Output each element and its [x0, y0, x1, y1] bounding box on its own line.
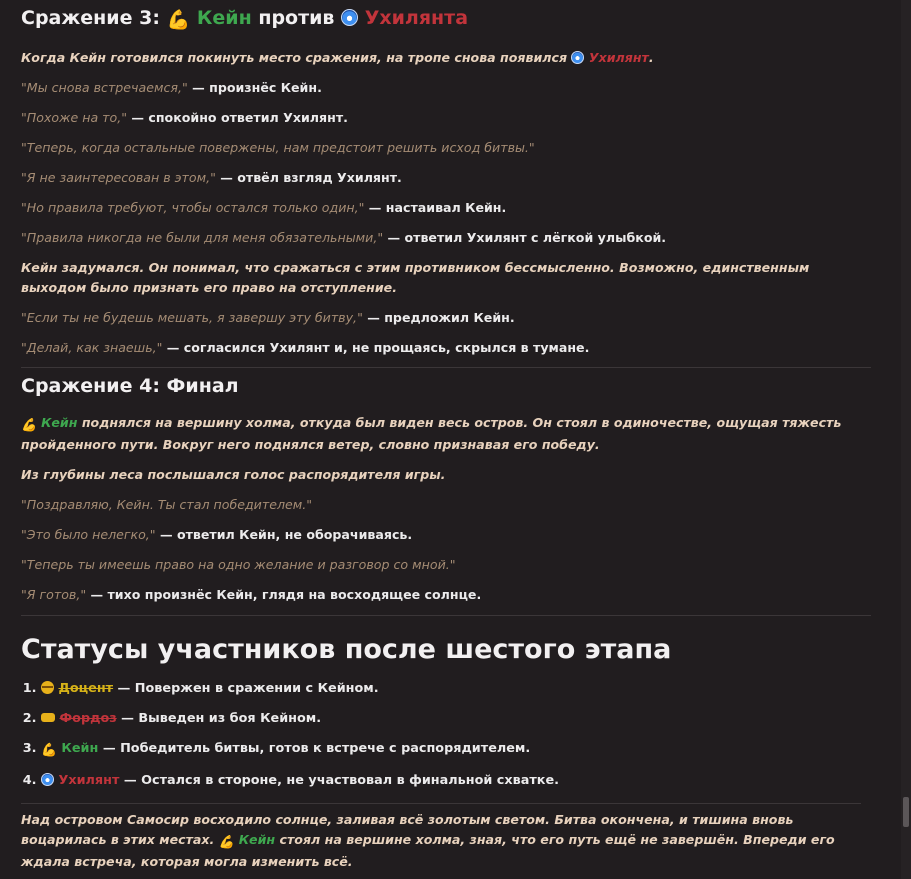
shield-icon: [341, 9, 358, 26]
dialogue-line: [21, 108, 871, 128]
status-desc: — Выведен из боя Кейном.: [116, 711, 322, 726]
outro-text-1: Над островом Самосир восходило солнце, заливая всё золотым светом. Битва окончена, и тишина вновь воцарилась в этих местах.: [21, 812, 794, 847]
dialogue-quote: "Поздравляю, Кейн. Ты стал победителем.": [21, 497, 313, 512]
status-item: [41, 739, 871, 761]
flexed-biceps-icon: 💪: [21, 417, 37, 432]
dialogue-line: [21, 555, 871, 575]
outro: [21, 810, 871, 872]
dialogue-attribution: — произнёс Кейн.: [187, 80, 322, 95]
status-desc: — Победитель битвы, готов к встрече с распорядителем.: [98, 741, 531, 756]
battle4-intro-text: поднялся на вершину холма, откуда был виден весь остров. Он стоял в одиночестве, ощущая тяжесть пройденного пути. Вокруг него поднялся ветер, словно признавая его победу.: [21, 415, 842, 452]
scrollbar-thumb[interactable]: [903, 797, 909, 827]
battle3-heading: [21, 1, 871, 35]
status-name: Кейн: [61, 741, 99, 756]
dialogue-quote: "Я не заинтересован в этом,": [21, 170, 216, 185]
section-divider: [21, 803, 861, 804]
dialogue-attribution: — ответил Ухилянт с лёгкой улыбкой.: [383, 230, 667, 245]
dialogue-quote: "Но правила требуют, чтобы остался только один,": [21, 200, 365, 215]
dialogue-line: [21, 308, 871, 328]
battle3-title: Сражение 3:: [21, 7, 160, 29]
dialogue-line: [21, 495, 871, 515]
dialogue-quote: "Похоже на то,": [21, 110, 128, 125]
dialogue-attribution: — предложил Кейн.: [362, 310, 515, 325]
battle3-narration: Кейн задумался. Он понимал, что сражаться с этим противником бессмысленно. Возможно, единственным выходом было признать его право на отступление.: [21, 260, 810, 295]
section-divider: [21, 367, 871, 368]
battle3-intro-end: .: [648, 50, 654, 65]
section-divider: [21, 615, 871, 616]
battle3-uhilyant: Ухилянта: [364, 7, 469, 29]
dialogue-quote: "Я готов,": [21, 587, 87, 602]
dialogue-line: [21, 168, 871, 188]
battle4-intro: [21, 413, 871, 455]
outro-name: Кейн: [238, 832, 276, 847]
dialogue-line: [21, 228, 871, 248]
dialogue-attribution: — настаивал Кейн.: [364, 200, 507, 215]
battle4-narration: Из глубины леса послышался голос распорядителя игры.: [21, 467, 446, 482]
dialogue-quote: "Это было нелегко,": [21, 527, 156, 542]
dialogue-attribution: — спокойно ответил Ухилянт.: [127, 110, 348, 125]
story-content: [21, 0, 871, 872]
status-desc: — Остался в стороне, не участвовал в финальной схватке.: [119, 773, 560, 788]
status-name: Доцент: [58, 681, 114, 696]
dialogue-line: [21, 525, 871, 545]
status-name: Фордоз: [59, 711, 117, 726]
status-name: Ухилянт: [58, 773, 120, 788]
face-icon: [41, 681, 54, 694]
dialogue-quote: "Правила никогда не были для меня обязательными,": [21, 230, 384, 245]
battle3-intro: [21, 48, 871, 68]
dialogue-attribution: — ответил Кейн, не оборачиваясь.: [155, 527, 413, 542]
battle3-kein: Кейн: [196, 7, 252, 29]
status-item: [41, 679, 871, 699]
dialogue-attribution: — отвёл взгляд Ухилянт.: [215, 170, 402, 185]
shield-icon: [41, 773, 54, 786]
dialogue-line: [21, 138, 871, 158]
dialogue-line: [21, 198, 871, 218]
status-item: [41, 709, 871, 729]
flexed-biceps-icon: 💪: [41, 743, 57, 758]
dialogue-attribution: — согласился Ухилянт и, не прощаясь, скрылся в тумане.: [162, 340, 590, 355]
dialogue-line: [21, 338, 871, 358]
outro-text-2: стоял на вершине холма, зная, что его путь ещё не завершён. Впереди его ждала встреча, которая могла изменить всё.: [21, 832, 835, 869]
battle3-intro-name: Ухилянт: [588, 50, 649, 65]
flexed-biceps-icon: 💪: [166, 9, 191, 31]
scrollbar[interactable]: [901, 0, 911, 879]
dialogue-quote: "Делай, как знаешь,": [21, 340, 163, 355]
status-heading: Статусы участников после шестого этапа: [21, 634, 672, 665]
flexed-biceps-icon: 💪: [218, 834, 235, 849]
dialogue-quote: "Мы снова встречаемся,": [21, 80, 188, 95]
status-item: [41, 771, 871, 791]
battle3-vs: против: [258, 7, 335, 29]
dialogue-line: [21, 585, 871, 605]
status-desc: — Повержен в сражении с Кейном.: [113, 681, 379, 696]
dialogue-line: [21, 78, 871, 98]
hand-icon: [41, 713, 55, 722]
dialogue-quote: "Теперь, когда остальные повержены, нам предстоит решить исход битвы.": [21, 140, 535, 155]
dialogue-quote: "Если ты не будешь мешать, я завершу эту битву,": [21, 310, 363, 325]
battle4-intro-name: Кейн: [41, 415, 78, 430]
dialogue-quote: "Теперь ты имеешь право на одно желание и разговор со мной.": [21, 557, 456, 572]
battle4-heading: Сражение 4: Финал: [21, 375, 239, 397]
battle3-intro-text: Когда Кейн готовился покинуть место сражения, на тропе снова появился: [21, 50, 568, 65]
shield-icon: [571, 51, 584, 64]
dialogue-attribution: — тихо произнёс Кейн, глядя на восходящее солнце.: [86, 587, 482, 602]
status-list: [21, 679, 871, 791]
